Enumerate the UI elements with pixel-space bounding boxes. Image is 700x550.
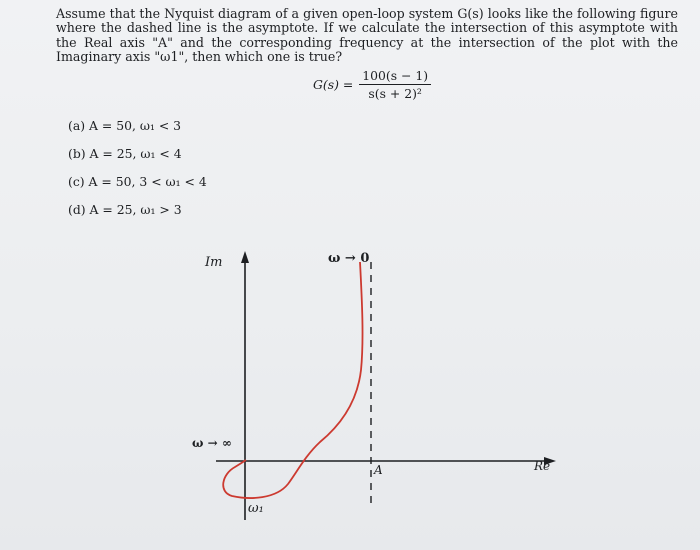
im-label: Im [205, 255, 223, 270]
imaginary-axis-arrow [241, 251, 249, 263]
formula-numerator: 100(s − 1) [359, 68, 431, 85]
option-b[interactable]: (b) A = 25, ω₁ < 4 [68, 146, 182, 161]
formula-denominator: s(s + 2)² [368, 86, 422, 101]
omega1-label: ω₁ [248, 501, 264, 516]
re-label: Re [534, 459, 551, 473]
question-text: Assume that the Nyquist diagram of a given open-loop system G(s) looks like the following figure where the dashed line is the asymptote. If we calculate the intersection of this asymptote with the Real axis "A" and the corresponding frequency at the intersection of the plot with the Imaginary axis "ω1", then which one is true? [56, 6, 678, 65]
option-c[interactable]: (c) A = 50, 3 < ω₁ < 4 [68, 174, 207, 189]
option-a[interactable]: (a) A = 50, ω₁ < 3 [68, 118, 182, 133]
omega-inf-label: ω → ∞ [192, 436, 232, 450]
formula-lhs: G(s) = [313, 77, 354, 92]
omega-zero-label: ω → 0 [328, 251, 370, 266]
nyquist-curve [223, 262, 362, 498]
option-d[interactable]: (d) A = 25, ω₁ > 3 [68, 202, 182, 217]
asymptote-a-label: A [374, 463, 383, 477]
